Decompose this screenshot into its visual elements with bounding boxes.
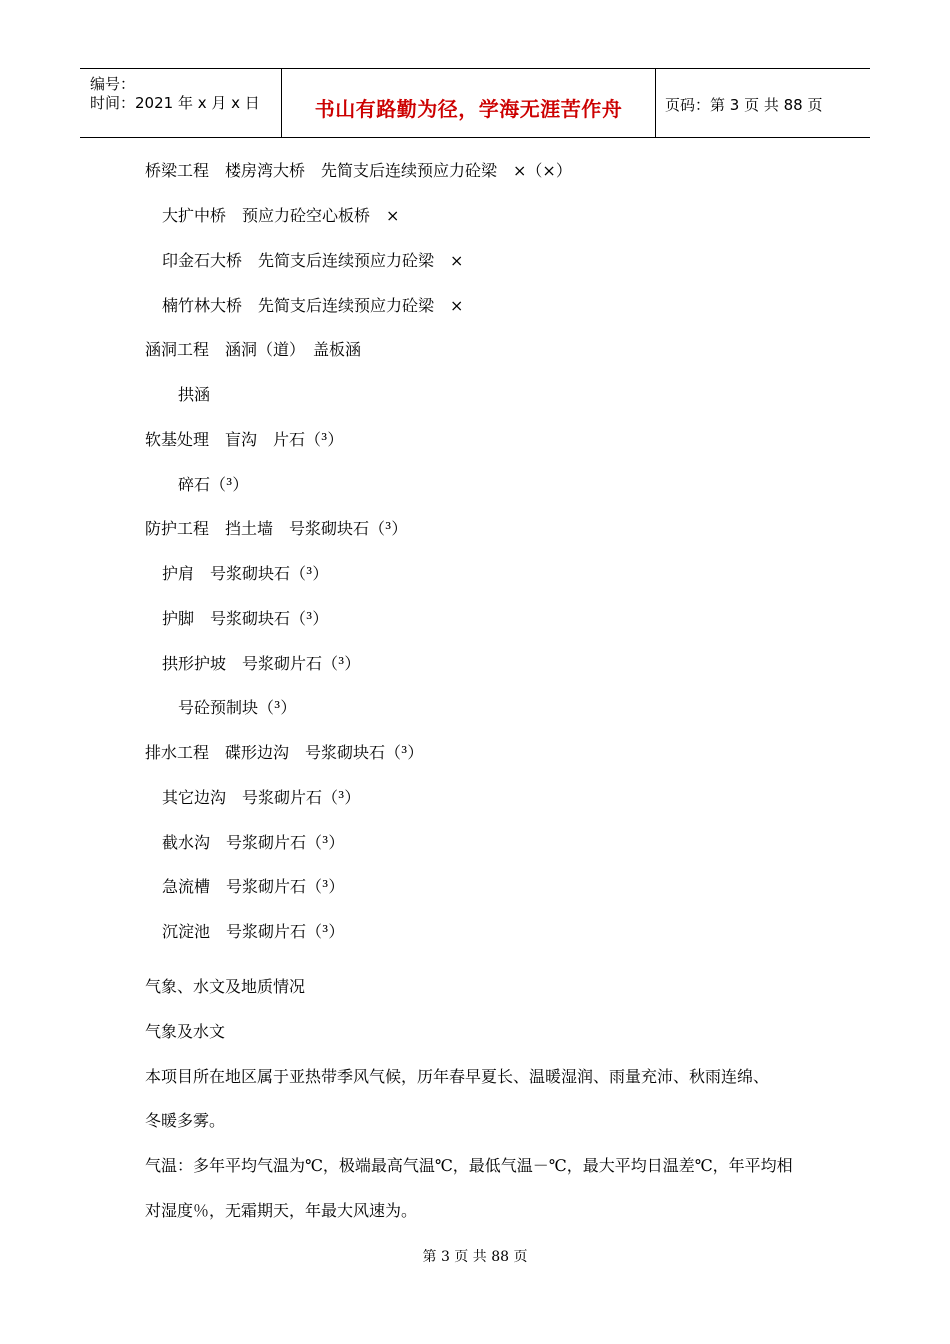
body-line: 气象、水文及地质情况 — [145, 977, 306, 996]
header-motto: 书山有路勤为径，学海无涯苦作舟 — [314, 97, 623, 121]
document-date: 时间：2021 年 x 月 x 日 — [90, 94, 260, 112]
body-line: 冬暖多雾。 — [145, 1111, 226, 1130]
body-line: 沉淀池 号浆砌片石（³） — [162, 922, 345, 941]
body-line: 护肩 号浆砌块石（³） — [162, 564, 329, 583]
body-line: 拱形护坡 号浆砌片石（³） — [162, 654, 361, 673]
body-line: 护脚 号浆砌块石（³） — [162, 609, 329, 628]
body-line: 气象及水文 — [145, 1022, 226, 1041]
body-line: 截水沟 号浆砌片石（³） — [162, 833, 345, 852]
header-motto-cell — [281, 69, 656, 137]
body-line: 对湿度％，无霜期天，年最大风速为。 — [145, 1201, 418, 1220]
body-line: 气温：多年平均气温为℃，极端最高气温℃，最低气温－℃，最大平均日温差℃，年平均相 — [145, 1156, 793, 1175]
body-line: 桥梁工程 楼房湾大桥 先简支后连续预应力砼梁 ×（×） — [145, 161, 572, 180]
header-meta — [80, 69, 281, 137]
page-footer: 第 3 页 共 88 页 — [422, 1249, 528, 1265]
body-line: 急流槽 号浆砌片石（³） — [162, 877, 345, 896]
body-line: 软基处理 盲沟 片石（³） — [145, 430, 344, 449]
body-line: 本项目所在地区属于亚热带季风气候，历年春早夏长、温暖湿润、雨量充沛、秋雨连绵、 — [145, 1067, 770, 1086]
header-page-cell — [655, 69, 870, 137]
body-line: 防护工程 挡土墙 号浆砌块石（³） — [145, 519, 408, 538]
body-line: 楠竹林大桥 先简支后连续预应力砼梁 × — [162, 296, 464, 315]
body-line: 其它边沟 号浆砌片石（³） — [162, 788, 361, 807]
body-line: 拱涵 — [178, 385, 211, 404]
body-line: 号砼预制块（³） — [178, 698, 297, 717]
body-line: 排水工程 碟形边沟 号浆砌块石（³） — [145, 743, 424, 762]
page-header — [80, 68, 870, 138]
body-line: 大扩中桥 预应力砼空心板桥 × — [162, 206, 400, 225]
header-page-info: 页码：第 3 页 共 88 页 — [665, 96, 823, 114]
document-number-label: 编号： — [90, 75, 136, 93]
body-line: 碎石（³） — [178, 475, 249, 494]
body-line: 印金石大桥 先简支后连续预应力砼梁 × — [162, 251, 464, 270]
body-line: 涵洞工程 涵洞（道） 盖板涵 — [145, 340, 362, 359]
